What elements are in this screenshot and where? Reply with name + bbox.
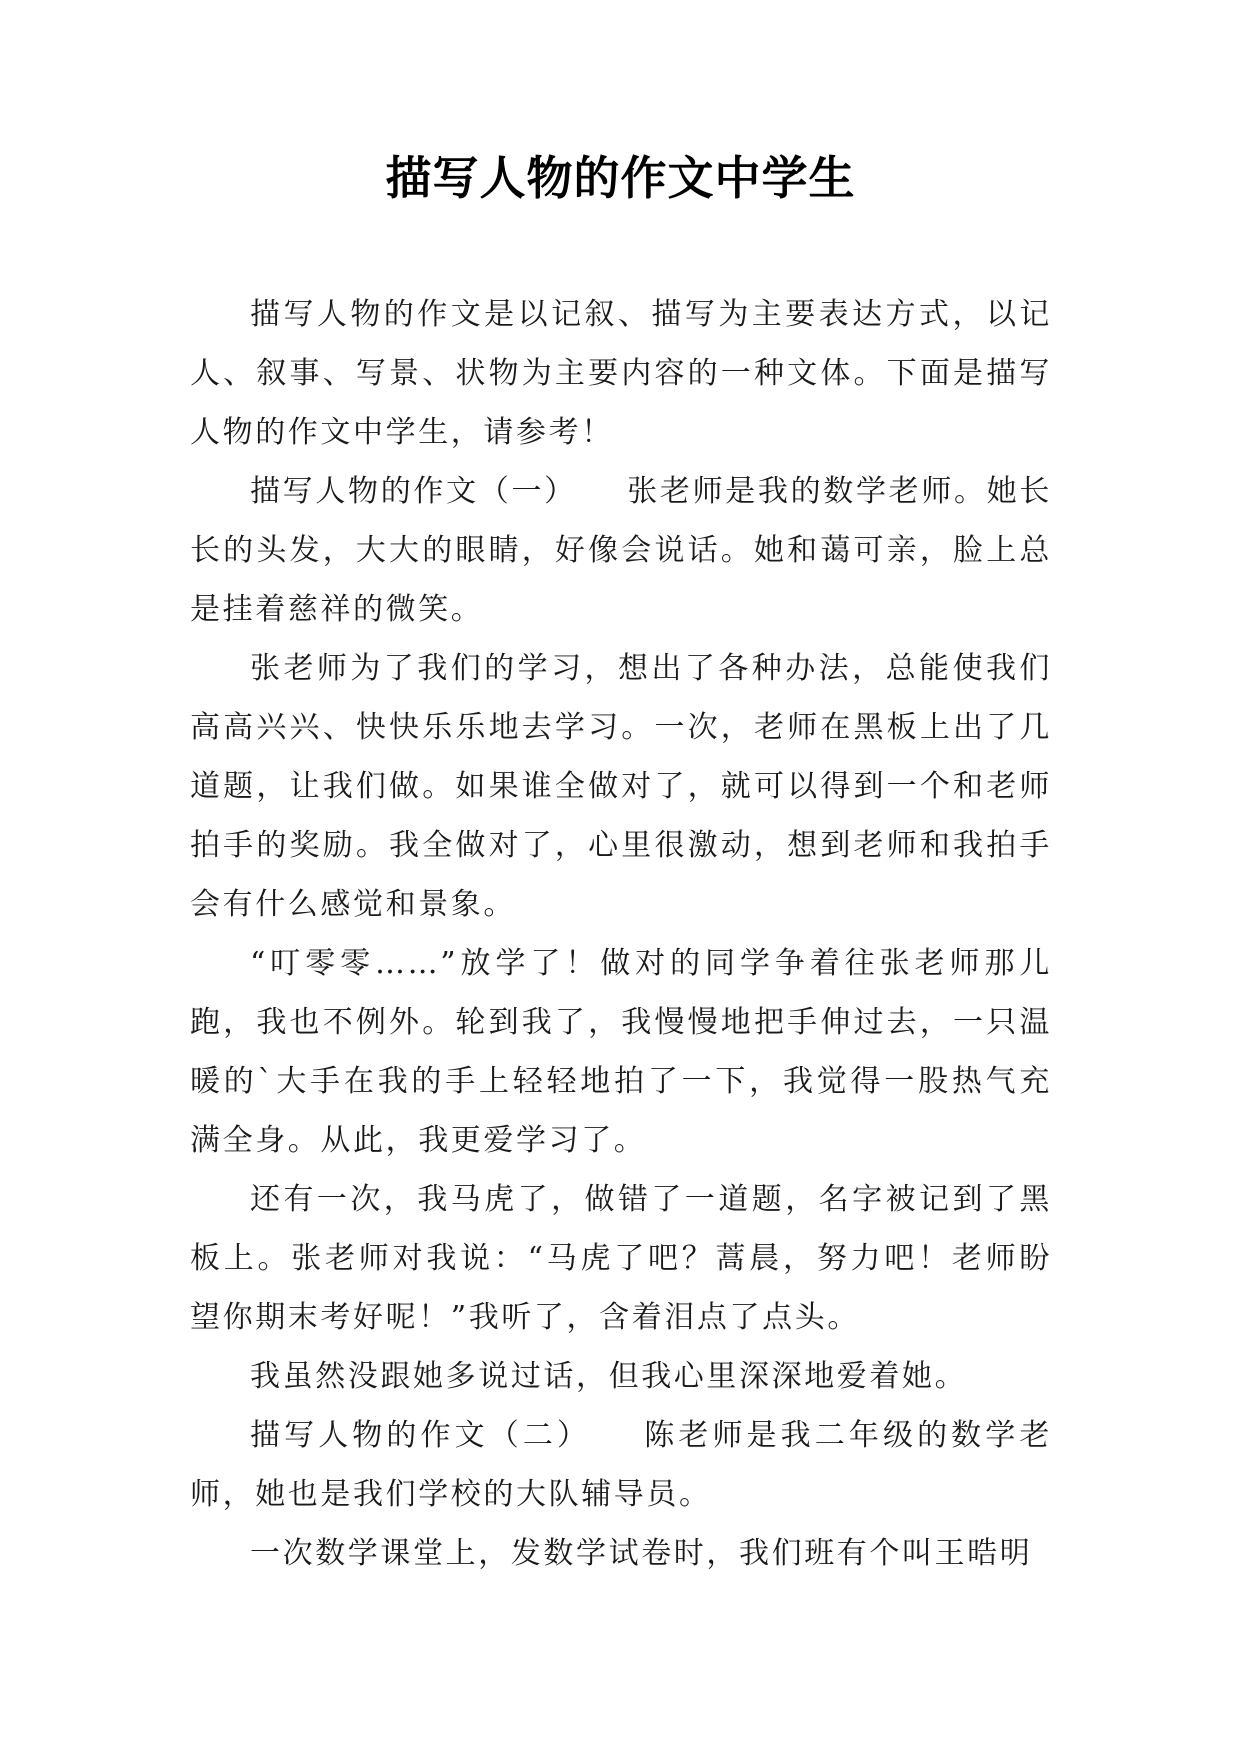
- document-title: 描写人物的作文中学生: [385, 151, 856, 205]
- paragraph-essay-one-opening: 描写人物的作文（一） 张老师是我的数学老师。她长长的头发，大大的眼睛，好像会说话。她和蔼可亲，脸上总是挂着慈祥的微笑。: [190, 474, 1052, 627]
- document-body: [190, 285, 1052, 1583]
- paragraph-math-class: 一次数学课堂上，发数学试卷时，我们班有个叫王晧明: [250, 1536, 1033, 1571]
- paragraph-mistake: 还有一次，我马虎了，做错了一道题，名字被记到了黑板上。张老师对我说：“马虎了吧？蒿晨，努力吧！老师盼望你期末考好呢！”我听了，含着泪点了点头。: [190, 1182, 1052, 1335]
- paragraph-love: 我虽然没跟她多说过话，但我心里深深地爱着她。: [250, 1359, 968, 1394]
- paragraph-teaching-methods: 张老师为了我们的学习，想出了各种办法，总能使我们高高兴兴、快快乐乐地去学习。一次，老师在黑板上出了几道题，让我们做。如果谁全做对了，就可以得到一个和老师拍手的奖励。我全做对了，心里很激动，想到老师和我拍手会有什么感觉和景象。: [190, 651, 1052, 922]
- paragraph-intro: 描写人物的作文是以记叙、描写为主要表达方式，以记人、叙事、写景、状物为主要内容的一种文体。下面是描写人物的作文中学生，请参考！: [190, 297, 1052, 450]
- paragraph-essay-two-opening: 描写人物的作文（二） 陈老师是我二年级的数学老师，她也是我们学校的大队辅导员。: [190, 1418, 1052, 1512]
- paragraph-after-school: “叮零零……”放学了！做对的同学争着往张老师那儿跑，我也不例外。轮到我了，我慢慢地把手伸过去，一只温暖的`大手在我的手上轻轻地拍了一下，我觉得一股热气充满全身。从此，我更爱学习了。: [190, 946, 1052, 1158]
